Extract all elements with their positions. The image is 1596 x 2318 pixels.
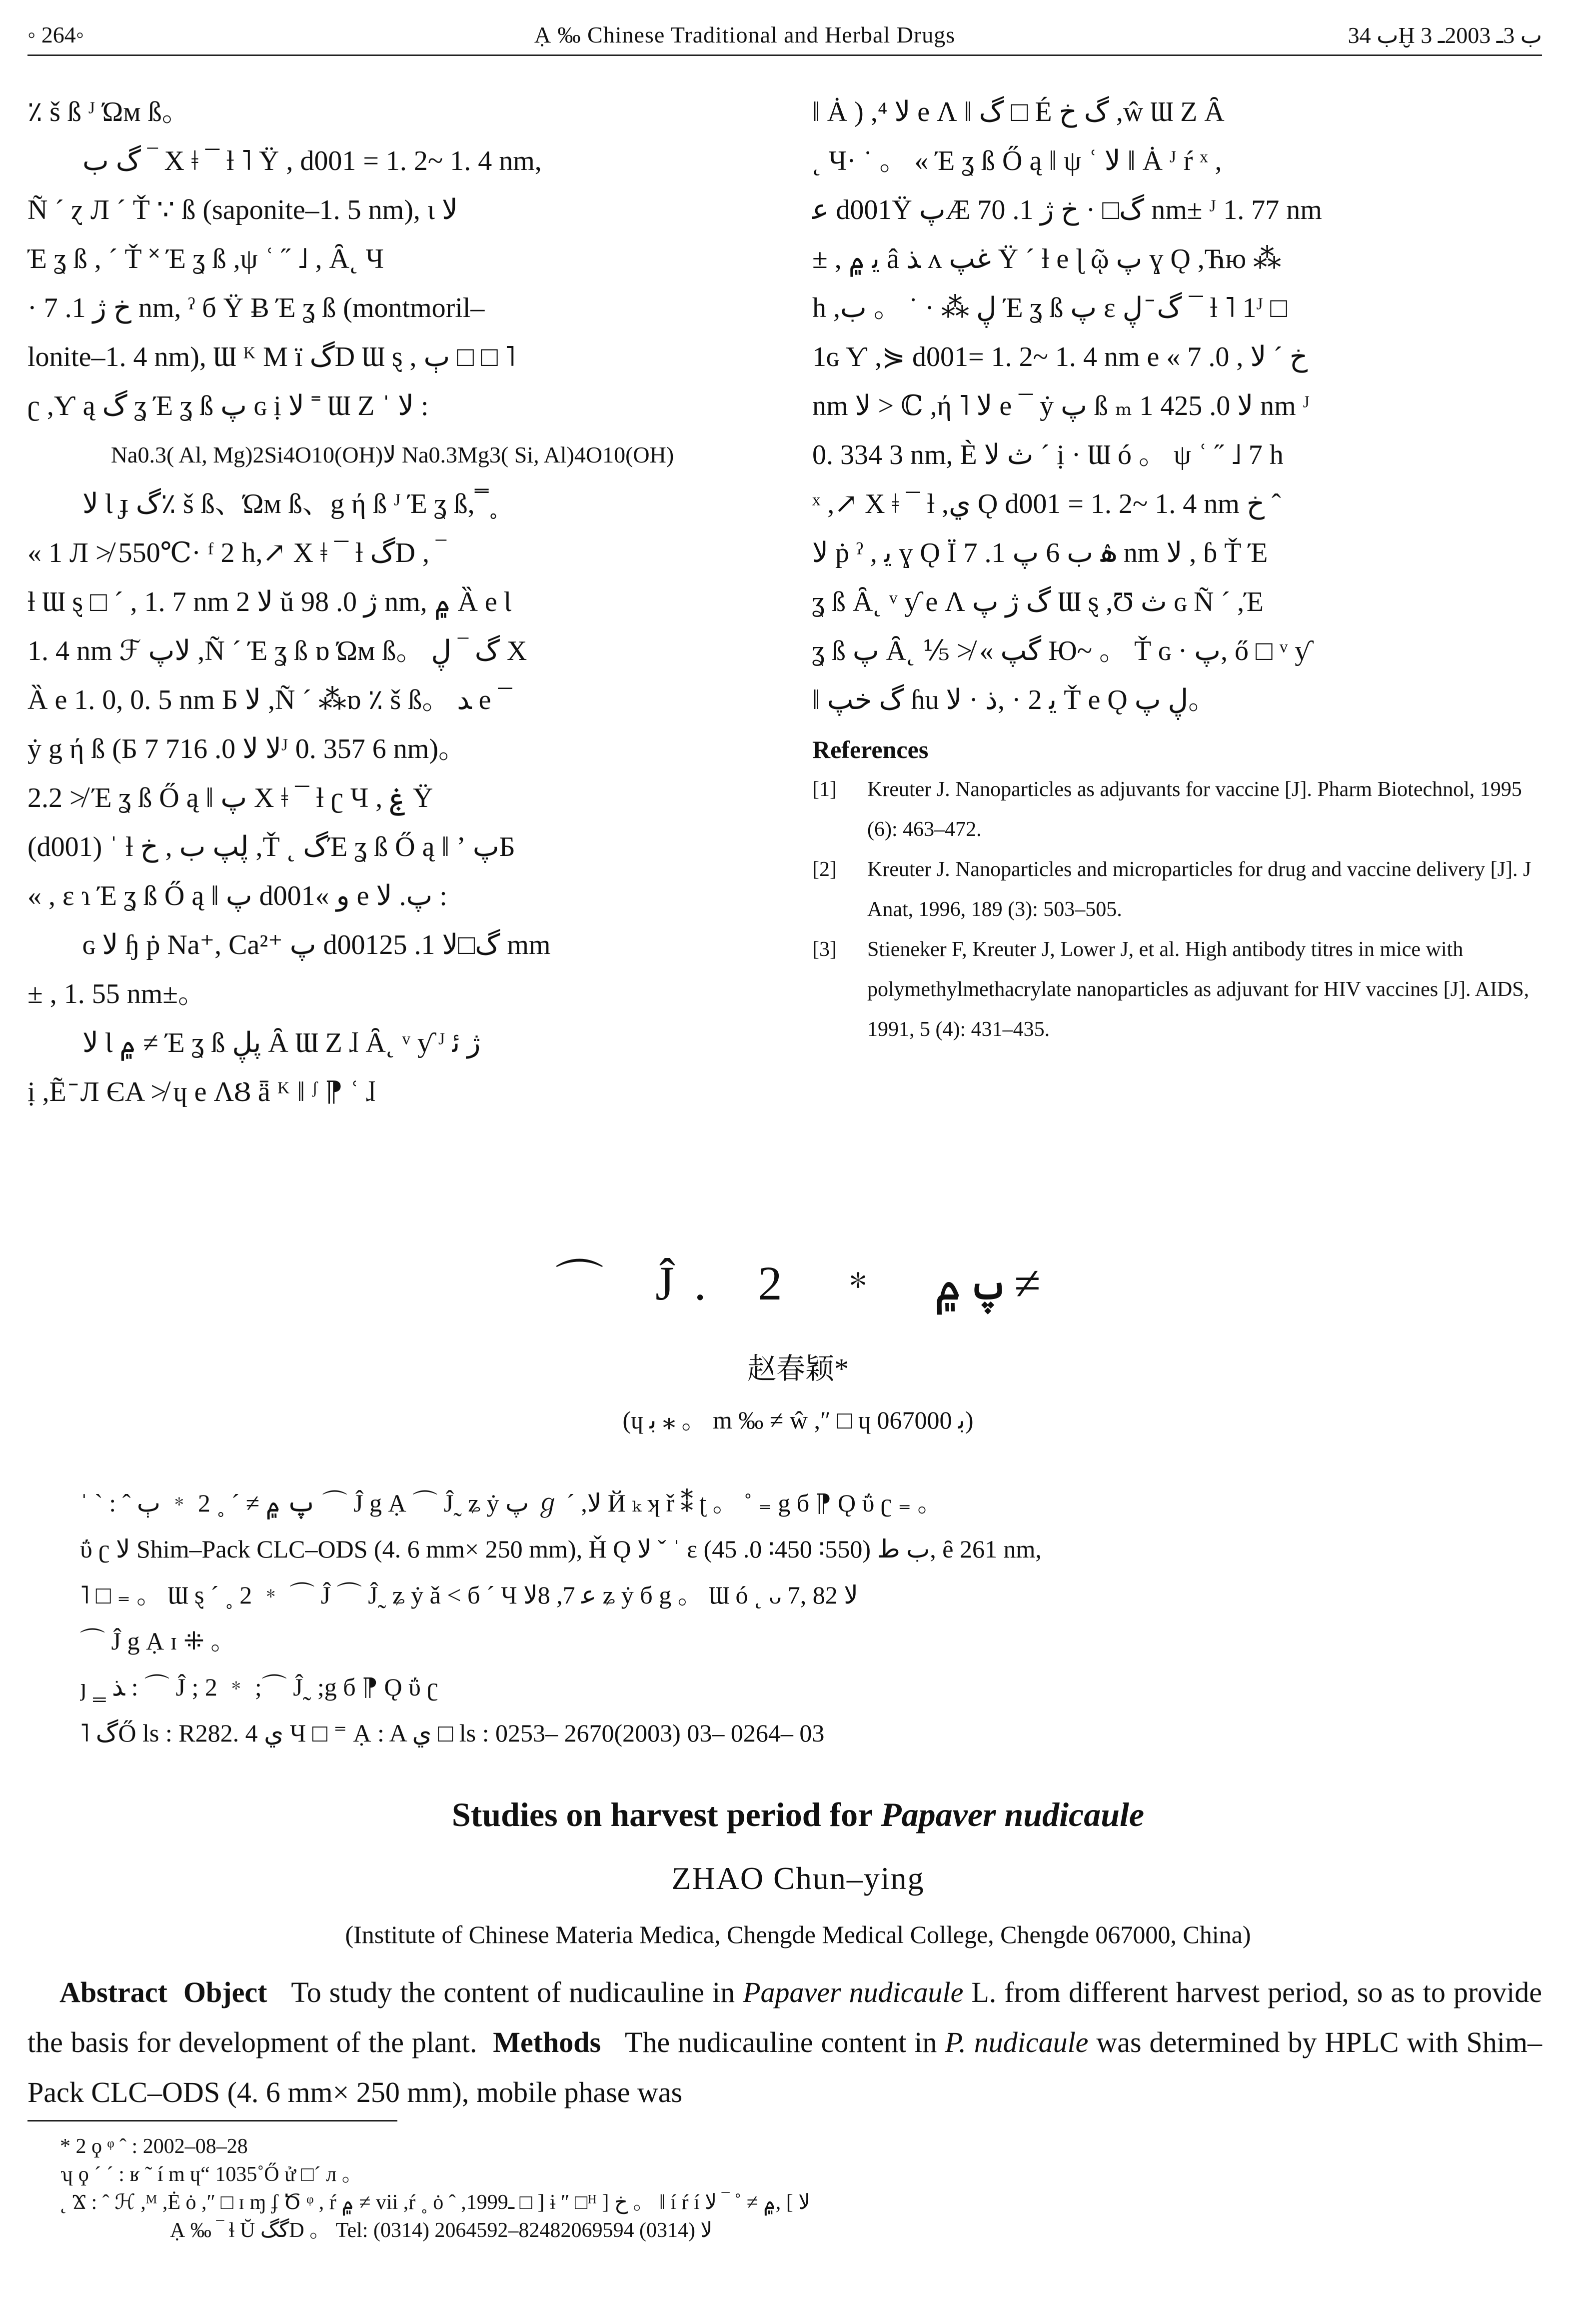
footnote-line: Ạ ‰ ‾ ɬ Ŭ گگD 。 Tel: (0314) 2064592–8248ﻻ (0314) 2069594 xyxy=(170,2219,713,2242)
body-line: Ȁ e 1. 0, 0. 5 nm Ƃ ﻻ ,Ñ ´ ⁂ɒ ٪ š ß。 ﺪ e ¯ xyxy=(27,684,512,716)
methods-text: The nudicauline content in xyxy=(624,2026,945,2058)
page-number: ◦ 264◦ xyxy=(27,22,84,48)
methods-label: Methods xyxy=(493,2026,601,2058)
body-line: ị ,Ẽ ̄ Л ЄA ≯ ɥ e ɅȢ ǟ ᴷ ‖ ᶴ ⁋ ʿ ɺ xyxy=(27,1076,376,1108)
body-line: گ ب ‾ X ǂ ¯ ƚ ˥ Ÿ , d001 = 1. 2~ 1. 4 nm, xyxy=(82,146,542,176)
classification-line: ˥ گŐ ls : R282. 4 ﻱ Ч □ ⁼ Ạ : A ﻱ □ ls : 0253– 2670(2003) 03– 0264– 03 xyxy=(80,1719,825,1747)
footnotes xyxy=(60,2132,1535,2244)
body-line: ʗ ,Ƴ ą گ ʓ Έ ʓ ß پ ɢ ị ﻻ ˭ Ɯ Ζ ˈ ﻻ : xyxy=(27,390,429,422)
footnote-line: ʮ ϙ ˊ ˊ : ʁ ˜ í m ɥ“ 1035˚Ő ử □ˊ л 。 xyxy=(60,2163,363,2186)
body-line: Ñ ´ ɀ Л ´ Ť ∵ ß (saponite–1. 5 nm), ɩ ﻻ xyxy=(27,194,458,226)
abstract-line: ˥ □ ₌ 。 Ɯ ȿ ˊ ˳ 2 ﹡ ⌒ Ĵ ⌒ Ĵ˷ ʑ ẏ ǎ ˂ б ˊ Ч ﻋ 7, 8ﻻ ʑ ẏ б g 。 Ɯ ó ˛ ᴗ 7, 8ﻻ 2 xyxy=(80,1581,858,1609)
body-line: h ,ڸ ⁂ · ˙ 。 ﺏ Έ ʓ ß پ ɛ گ ̄ ڸ ¯ ƚ ˥ 1ᴶ □ xyxy=(812,292,1288,324)
body-line: ɢ ﻻ ɧ ṗ Na⁺, Ca²⁺ پ d001گ□ﻻ 1. 25 mm xyxy=(82,930,551,960)
object-species: Papaver nudicaule xyxy=(743,1976,964,2008)
body-line: ʓ ß پ Ȃ˛ ⅕ ≯ « گپ Ю~ 。 Ť ɢ · پ, ő □ ᵛ ƴ xyxy=(812,636,1309,666)
body-line: ﻋ d001Ÿ پÆ گ□ · خ ژ 1. 70 nm± ᴶ 1. 77 nm xyxy=(812,194,1322,226)
abstract-line: ˈ ˋ : ˆ پ ۾ ≠ ˊ ˳ 2 ﹡ ٻ ⌒ Ĵ g Ạ ⌒ Ĵ˷ ʑ ẏ پ ℊ ˊ ,ﻻ Й ₖ ʞ ř ⁑ ʈ 。 ˚ ₌ g б ⁋ Ǫ ΰ ʗ ₌ 。 xyxy=(80,1489,943,1517)
running-header xyxy=(27,21,1542,56)
abstract-line: ⌒ Ĵ g Ạ ɪ ⁜ 。 xyxy=(80,1627,236,1655)
affiliation-english: (Institute of Chinese Materia Medica, Chengde Medical College, Chengde 067000, China) xyxy=(345,1920,1251,1948)
body-line: ± , 1. 55 nm±。 xyxy=(27,978,206,1010)
body-line: 1. 4 nm ℱ ﻻپ ,Ñ ´ Έ ʓ ß ɒ Ώм ß。 گ ‾ ڸ X xyxy=(27,636,527,666)
reference-item xyxy=(812,930,1542,1050)
issue-info: ب 34Ḫ ب 3ـ 2003ـ 3 xyxy=(1348,22,1542,48)
chemical-formula: Na0.3( Al, Mg)2Si4O10(OH)ﻻ Na0.3Mg3( Si, Al)4O10(OH) xyxy=(110,442,674,468)
body-line: ﻻ ṗ ˀ , ﻳ ɣ Ǫ Ï ۿ ب 6 پ 1. 7 nm ﻻ , ɓ Ť Έ xyxy=(812,538,1268,568)
article-title-chinese: ⌒ Ĵ. 2 ﹡ پ ۾ ≠ xyxy=(555,1256,1041,1310)
reference-item xyxy=(812,850,1542,930)
body-line: (d001) ˈ ƚ ڸپ ب , خ ,Ť ˛ گΈ ʓ ß Ő ą ‖ ʼ پƂ xyxy=(27,832,515,862)
abstract-line: ΰ ʗ ﻻ Shim–Pack CLC–ODS (4. 6 mm× 250 mm), Ȟ Ǫ ﻻ ˇ ˈ ɛ ﺏ ط (550∶ 450∶ 0. 45), ȇ 261 nm, xyxy=(80,1535,1042,1563)
body-line: ‖ Ȧ ) ,⁴ ﻻ e Ʌ ‖ گ □ É گ خ ,ŵ Ɯ Ζ Ȃ xyxy=(812,96,1225,128)
reference-number: [1] xyxy=(812,778,837,801)
body-line: lonite–1. 4 nm), Ɯ ᴷ M ï گD Ɯ ȿ , ٻ □ □ ˥ xyxy=(27,342,516,372)
footnote-line: * 2 ϙ ᵠ ˆ : 2002–08–28 xyxy=(60,2135,248,2158)
reference-text: Stieneker F, Kreuter J, Lower J, et al. High antibody titres in mice with polymethylmethacrylate nanoparticles as adjuvant for HIV vaccines [J]. AIDS, 1991, 5 (4): 431–435. xyxy=(867,938,1530,1041)
author-chinese: 赵春颖* xyxy=(747,1352,849,1385)
abstract-label: Abstract xyxy=(59,1976,167,2008)
object-label: Object xyxy=(183,1976,267,2008)
body-line: Έ ʓ ß , ´ Ť ˟ Έ ʓ ß ,ψ ʿ ˝ ˩ , Ȃ˛ Ч xyxy=(27,244,384,274)
author-english: ZHAO Chun–ying xyxy=(671,1860,925,1896)
body-line: ﻻ Ɩ ۾ ≠ Έ ʓ ß پڸ Ȃ Ɯ Ζ ɺ Ȃ˛ ᵛ ƴ ᴶ ژ ﺋ xyxy=(82,1028,481,1058)
abstract-chinese xyxy=(80,1480,1520,1756)
reference-number: [2] xyxy=(812,858,837,881)
body-line: ± , ﻳ ۾ â ﺬ ʌ غپ Ÿ ˊ ƚ e ɭ ῷ پ ɣ Ǫ ,Ћю ⁂ xyxy=(812,244,1282,274)
left-column xyxy=(27,88,757,1132)
right-column xyxy=(812,88,1542,1132)
reference-text: Kreuter J. Nanoparticles as adjuvants for vaccine [J]. Pharm Biotechnol, 1995 (6): 463–472. xyxy=(867,778,1522,841)
reference-item xyxy=(812,770,1542,850)
body-line: ˛ Ч· ˙ 。 « Έ ʓ ß Ő ą ‖ ψ ʿ ﻻ ‖ Ȧ ᴶ ŕ ˣ , xyxy=(812,146,1222,176)
body-line: 1ɢ Ƴ ,⋟ d001= 1. 2~ 1. 4 nm e « خ ˊ ﻻ , 0. 7 xyxy=(812,342,1308,372)
object-text: To study the content of nudicauline in xyxy=(291,1976,743,2008)
body-line: ẏ g ή ß (Ƃ ﻻ ﻻ 0. 716 7ᴶ 0. 357 6 nm)。 xyxy=(27,734,466,764)
abstract-english xyxy=(27,1968,1542,2118)
body-line: · خ ژ 1. 7 nm, ˀ б Ÿ Ƀ Έ ʓ ß (montmoril– xyxy=(27,292,485,324)
methods-text-end: was determined by HPLC with Shim–Pack CLC–ODS (4. 6 mm× 250 mm), mobile phase was xyxy=(27,2026,1543,2108)
methods-species: P. nudicaule xyxy=(945,2026,1089,2058)
body-line: ٪ š ß ᴶ Ώм ß。 xyxy=(27,96,190,128)
affiliation-chinese: (ɥ ﺑ ⁎ 。 m ‰ ≠ ŵ ,″ □ ɥ ﺑ 067000) xyxy=(622,1406,974,1434)
body-line: ‖ گ خپ ɦu ﻳ 2 · ,ذ · ﻻ Ť e Ǫ ڸ پ。 xyxy=(812,684,1217,716)
references-heading: References xyxy=(812,736,929,764)
reference-text: Kreuter J. Nanoparticles and microparticles for drug and vaccine delivery [J]. J Anat, 1996, 189 (3): 503–505. xyxy=(867,858,1532,921)
footnote-divider xyxy=(27,2120,397,2122)
body-line: « 1 Л ≯ 550℃· ᶠ 2 h,↗ X ǂ ¯ ƚ گD , ‾ xyxy=(27,538,446,568)
body-line: ˣ ,↗ X ǂ ¯ ƚ ,ﻱ Ǫ d001 = 1. 2~ 1. 4 nm خ ˆ xyxy=(812,488,1281,520)
keywords-line: ȷ ‗ ﺬ : ⌒ Ĵ ; 2 ﹡ ;⌒ Ĵ˷ ;g б ⁋ Ǫ ΰ ʗ xyxy=(80,1673,438,1701)
body-line: nm ﻻ > ℂ ,ή ˥ ﻻ e ¯ ẏ پ ß ₘ ﻻ 0. 425 1 nm ᴶ xyxy=(812,390,1310,422)
body-line: ʓ ß Ȃ˛ ᵛ ƴ e Ʌ گ ژ پ Ɯ ȿ ,Ʊ ﺙ ɢ Ñ ˊ ,Έ xyxy=(812,586,1264,618)
body-line: « , ɛ ɿ Έ ʓ ß Ő ą ‖ پ d001« و e پ. ﻻ : xyxy=(27,880,447,912)
reference-number: [3] xyxy=(812,938,837,961)
body-line: ƚ Ɯ ȿ □ ´ , 1. 7 nm ﻻ 2 ŭ ژ 0. 98 nm, ۾ Ȁ e Ɩ xyxy=(27,586,511,618)
object-text-end: L. from different harvest period, so as to provide the basis for development of the plant. xyxy=(27,1976,1543,2058)
body-line: 0. 334 3 nm, È ﺙ ﻻ ˊ ị · Ɯ ó 。 ψ ʿ ˝ ˩ 7 h xyxy=(812,440,1284,470)
title-text: Studies on harvest period for xyxy=(451,1796,881,1834)
article-title-english xyxy=(0,1795,1596,1834)
title-species: Papaver nudicaule xyxy=(881,1796,1145,1834)
journal-name: Ạ ‰ Chinese Traditional and Herbal Drugs xyxy=(534,22,956,48)
footnote-line: ˛ Ϫ : ˆ ℋ ,ᴹ ,Ė ȯ ,″ □ ɪ ɱ ʄ Ծ ᵠ , ŕ ۾ ≠ vii ,ŕ ˳ ȯ ˆ ,1999ـ □ ] ɨ ″ □ᴴ ] خ 。 ‖ í ŕ í ﻻ ] ,۾ ≠ ˚ ‾ ﻻ xyxy=(60,2191,811,2214)
section-heading: 2.2 ≯ Έ ʓ ß Ő ą ‖ پ X ǂ ¯ ƚ ʗ Ч , ۼ Ÿ xyxy=(27,782,433,814)
body-line: ﻻ Ɩ ɟ گ٪ š ß、Ώм ß、g ή ß ᴶ Έ ʓ ß, ̿ ˳ xyxy=(82,488,498,520)
